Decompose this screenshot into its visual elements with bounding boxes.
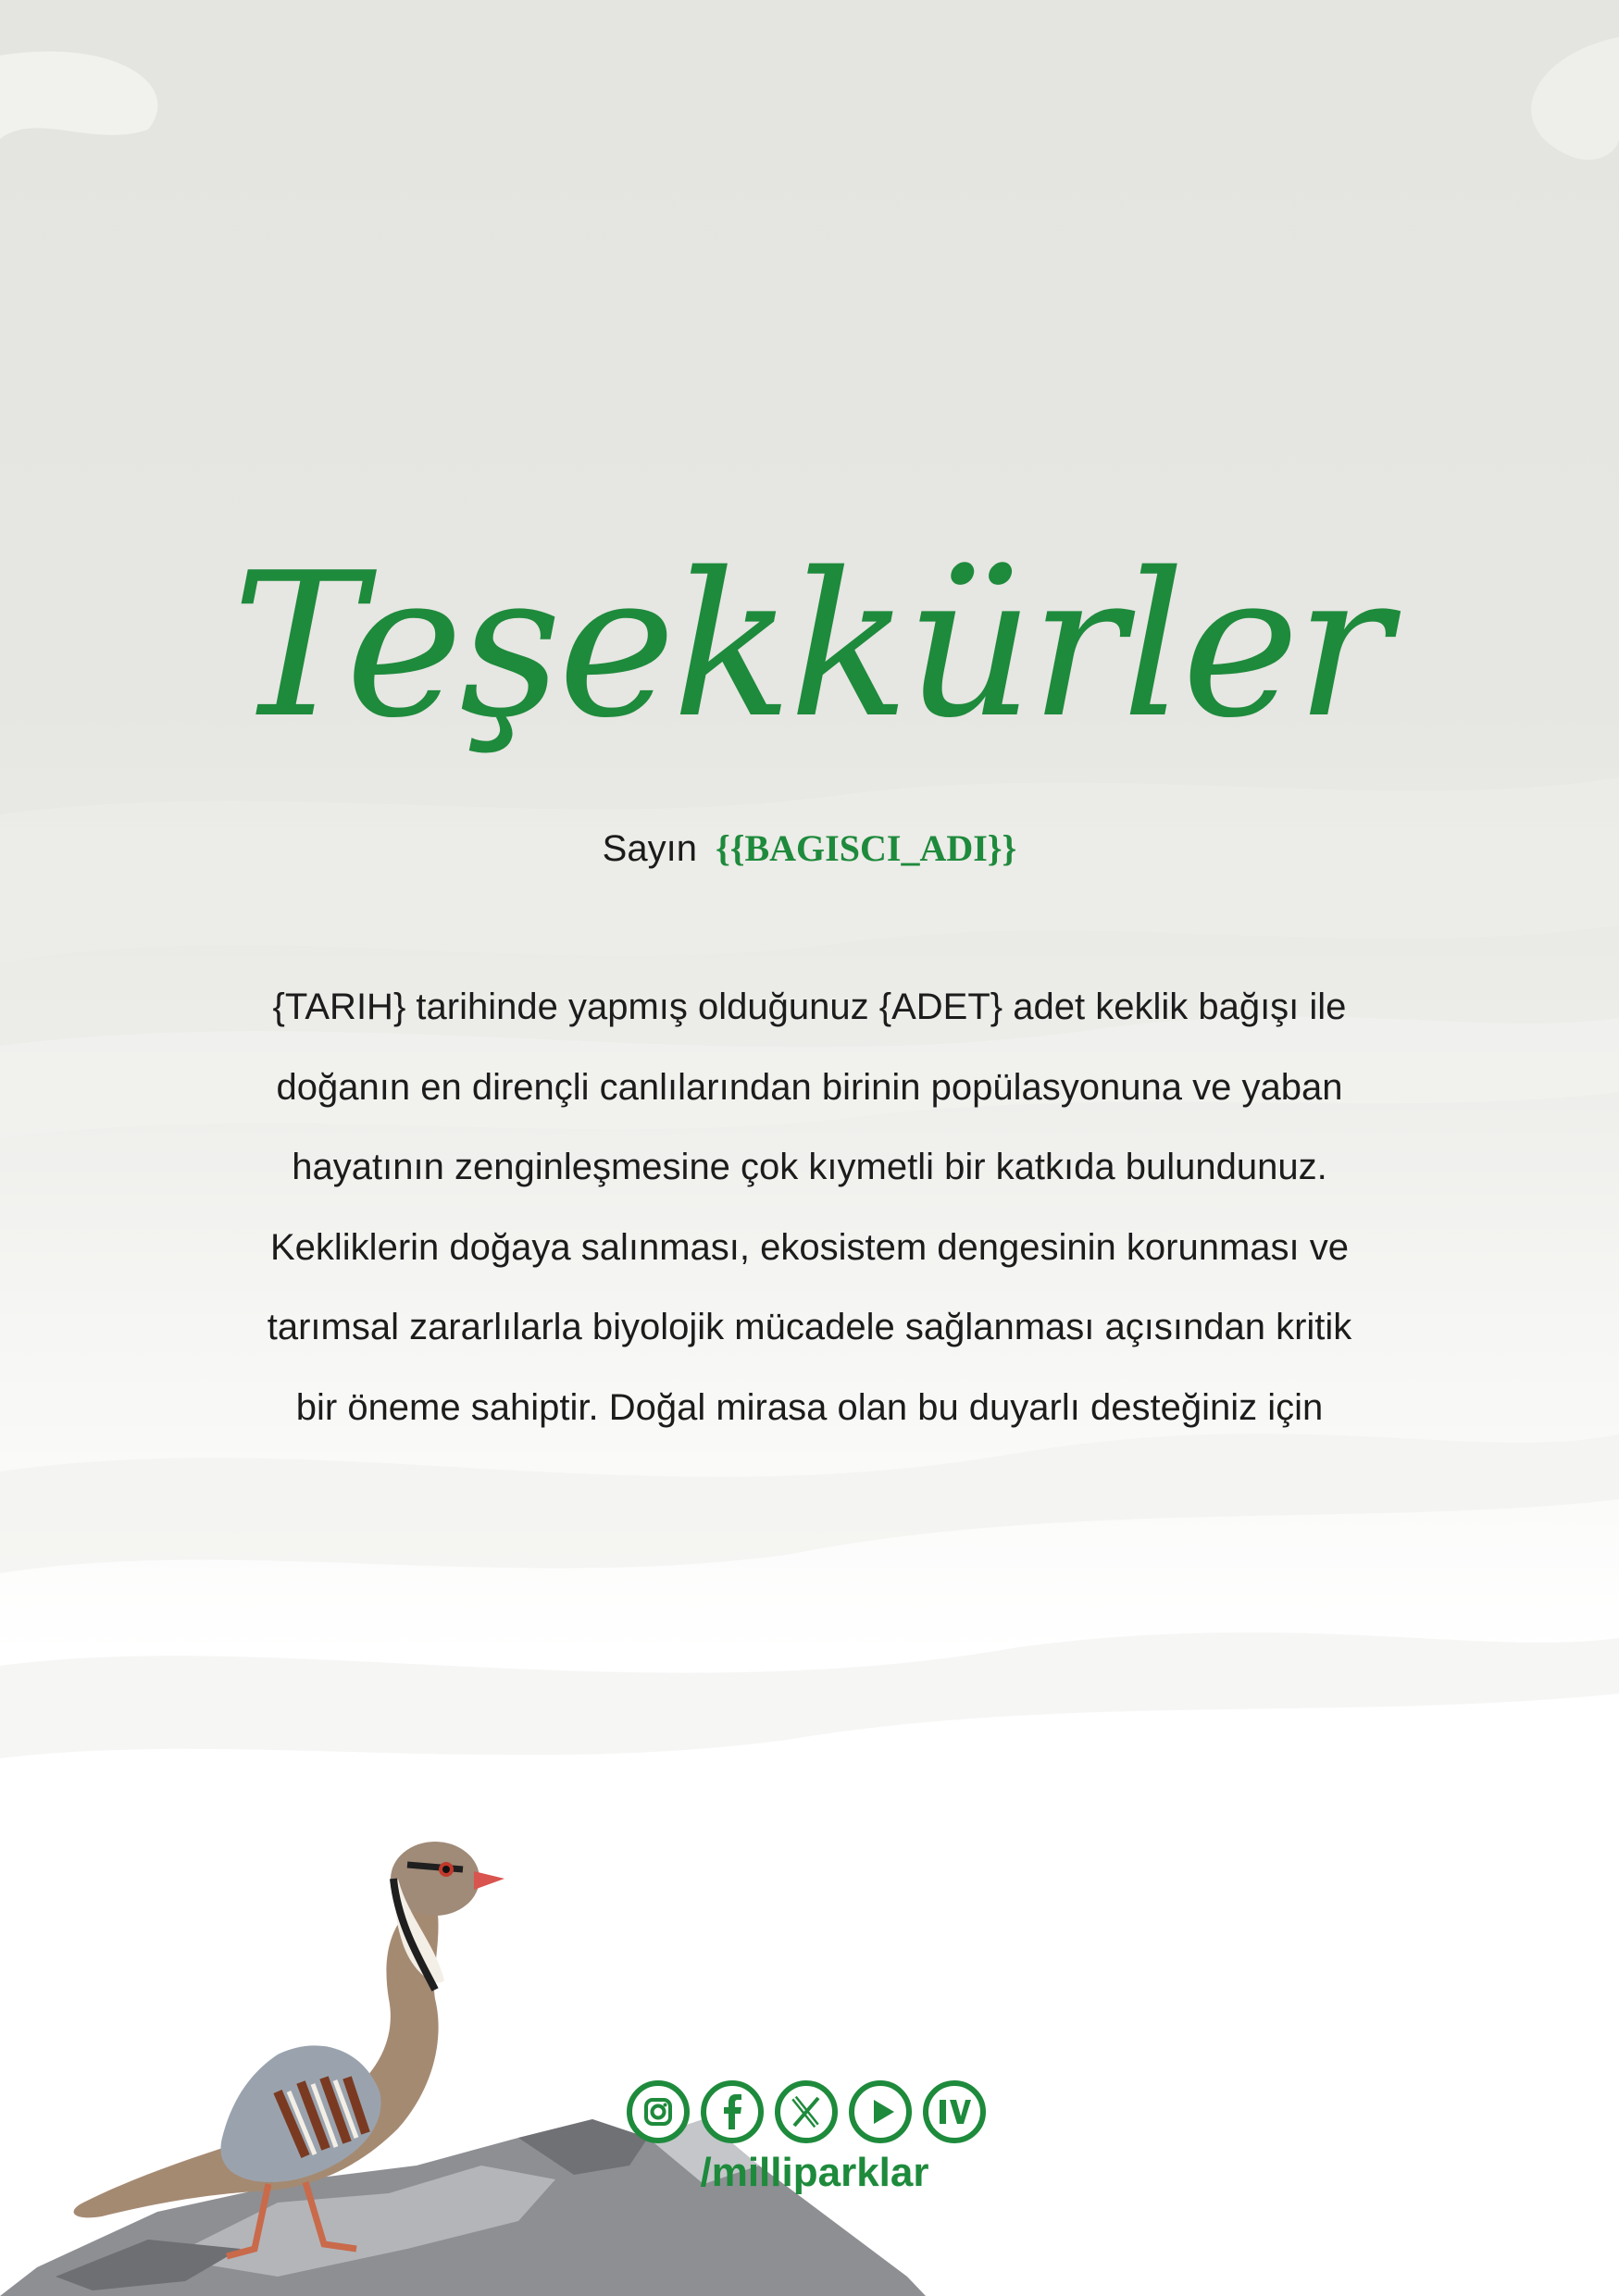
social-handle[interactable]: /milliparklar xyxy=(700,2150,929,2195)
donor-name-placeholder: {{BAGISCI_ADI}} xyxy=(715,827,1017,869)
thank-you-message xyxy=(120,967,1499,1447)
facebook-icon[interactable] xyxy=(700,2079,765,2144)
social-media-links xyxy=(626,2079,992,2144)
message-line: tarımsal zararlılarla biyolojik mücadele sağlanması açısından kritik xyxy=(267,1307,1352,1347)
x-icon[interactable] xyxy=(774,2079,839,2144)
youtube-icon[interactable] xyxy=(848,2079,913,2144)
message-line: doğanın en dirençli canlılarından birinin popülasyonuna ve yaban xyxy=(276,1066,1343,1108)
message-line: Kekliklerin doğaya salınması, ekosistem dengesinin korunması ve xyxy=(269,1226,1350,1268)
tv-icon[interactable] xyxy=(922,2079,987,2144)
greeting-label: Sayın xyxy=(602,828,697,869)
message-line: bir öneme sahiptir. Doğal mirasa olan bu duyarlı desteğiniz için xyxy=(295,1386,1324,1428)
greeting xyxy=(0,821,1619,876)
message-line: {TARIH} tarihinde yapmış olduğunuz {ADET} adet keklik bağışı ile xyxy=(272,987,1347,1027)
instagram-icon[interactable] xyxy=(626,2079,691,2144)
page-title: Teşekkürler xyxy=(231,529,1388,762)
partridge-illustration xyxy=(0,1814,926,2296)
message-line: hayatının zenginleşmesine çok kıymetli bir katkıda bulundunuz. xyxy=(292,1147,1327,1187)
